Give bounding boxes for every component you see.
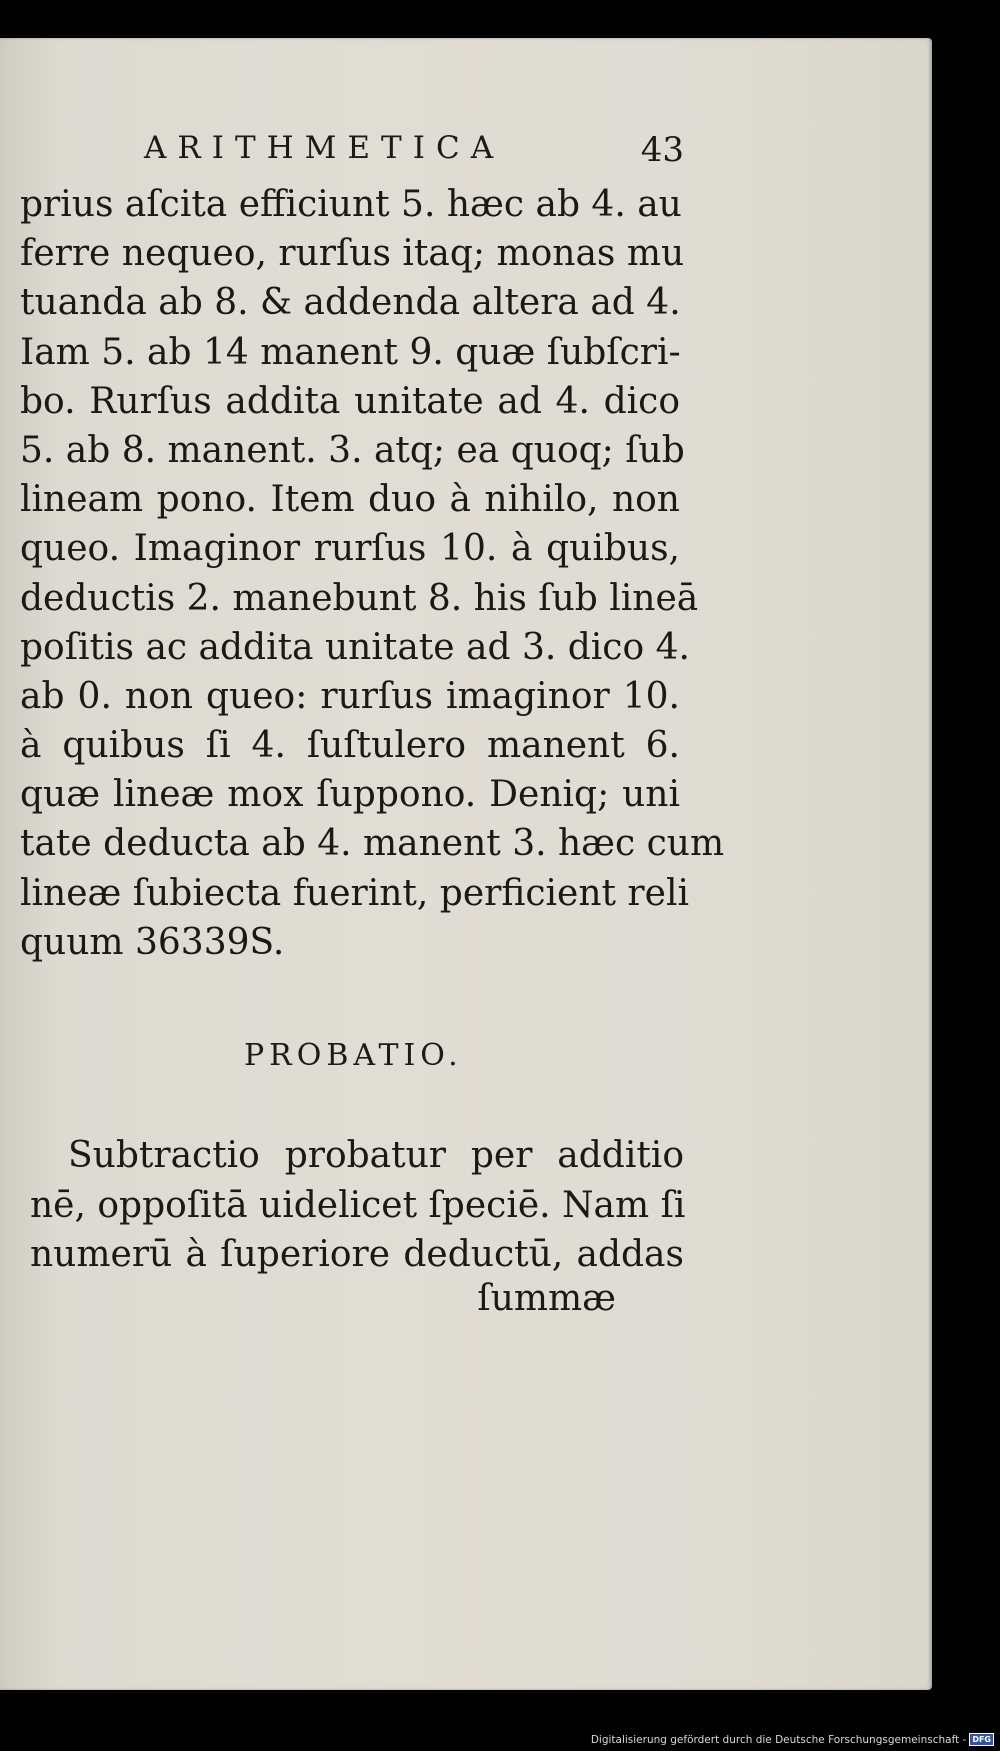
text-line: ferre nequeo, rurſus itaq; monas mu bbox=[20, 233, 685, 275]
page-number: 43 bbox=[640, 130, 684, 170]
text-line: à quibus ſi 4. ſuſtulero manent 6. bbox=[20, 725, 680, 767]
text-line: queo. Imaginor rurſus 10. à quibus, bbox=[20, 528, 680, 570]
text-line: lineam pono. Item duo à nihilo, non bbox=[20, 479, 680, 521]
text-line: bo. Rurſus addita unitate ad 4. dico bbox=[20, 380, 680, 422]
credit-text: Digitalisierung gefördert durch die Deutsche Forschungsgemeinschaft - bbox=[590, 1733, 967, 1746]
text-line: ab 0. non queo: rurſus imaginor 10. bbox=[20, 675, 680, 717]
text-line: tuanda ab 8. & addenda altera ad 4. bbox=[20, 282, 681, 324]
text-line: Subtractio probatur per additio bbox=[68, 1135, 684, 1176]
text-line: prius aſcita efficiunt 5. hæc ab 4. au bbox=[20, 184, 682, 225]
text-line: Iam 5. ab 14 manent 9. quæ ſubſcri- bbox=[20, 331, 681, 373]
text-line: poſitis ac addita unitate ad 3. dico 4. bbox=[20, 626, 690, 668]
book-page bbox=[0, 38, 932, 1690]
dfg-logo: DFG bbox=[969, 1733, 994, 1746]
catchword: ſummæ bbox=[477, 1278, 616, 1319]
text-line: quum 36339S. bbox=[20, 921, 285, 963]
running-title: ARITHMETICA bbox=[144, 130, 505, 166]
section-heading: PROBATIO. bbox=[244, 1038, 463, 1073]
running-header bbox=[144, 130, 684, 180]
text-line: numerū à ſuperiore deductū, addas bbox=[30, 1234, 684, 1275]
text-line: tate deducta ab 4. manent 3. hæc cum bbox=[20, 823, 725, 865]
section-text bbox=[30, 1131, 684, 1280]
body-text bbox=[20, 180, 725, 967]
digitization-credit bbox=[591, 1733, 994, 1746]
text-line: lineæ ſubiecta fuerint, perficient reli bbox=[20, 872, 689, 914]
text-line: quæ lineæ mox ſuppono. Deniq; uni bbox=[20, 774, 680, 816]
text-line: 5. ab 8. manent. 3. atq; ea quoq; ſub bbox=[20, 429, 685, 471]
text-line: nē, oppoſitā uidelicet ſpeciē. Nam ſi bbox=[30, 1184, 686, 1226]
text-line: deductis 2. manebunt 8. his ſub lineā bbox=[20, 577, 699, 619]
